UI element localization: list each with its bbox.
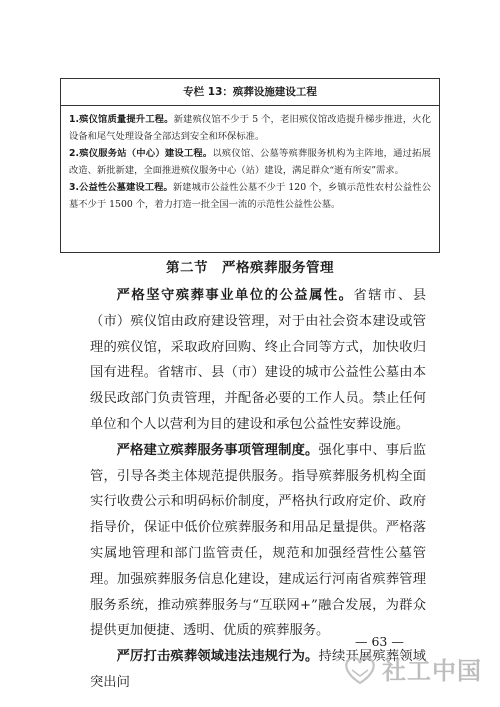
page-number: — 63 —	[355, 634, 404, 649]
item-text: 新建城市公益性公墓不少于 120 个，乡镇示范性农村公益性公墓不少于 1500 个，着力打造一批全国一流的示范性公益性公墓。	[69, 182, 431, 210]
item-text: 以殡仪馆、公墓等殡葬服务机构为主阵地，通过拓展改造、新批新建，全面推进殡仪服务中心（站）建设，满足群众“逝有所安”需求。	[69, 148, 431, 176]
heart-hands-icon	[346, 658, 373, 683]
special-column-title: 专栏 13：殡葬设施建设工程	[61, 79, 439, 106]
item-heading: 2.殡仪服务站（中心）建设工程。	[69, 148, 213, 159]
section-title-text: 严格殡葬服务管理	[222, 260, 334, 276]
special-column-body	[61, 106, 439, 213]
paragraph-heading: 严格坚守殡葬事业单位的公益属性。	[116, 288, 354, 303]
special-column-item	[69, 145, 431, 179]
paragraph-heading: 严格建立殡葬服务事项管理制度。	[116, 442, 319, 458]
special-column-item	[69, 111, 431, 145]
paragraph-text: 强化事中、事后监管，引导各类主体规范提供服务。指导殡葬服务机构全面实行收费公示和明码标价制度，严格执行政府定价、政府指导价，保证中低价位殡葬服务和用品足量提供。严格落实属地管理和部门监管责任，规范和加强经营性公墓管理。加强殡葬服务信息化建设，建成运行河南省殡葬管理服务系统，推动殡葬服务与“互联网+”融合发展，为群众提供更加便捷、透明、优质的殡葬服务。	[90, 442, 427, 639]
paragraph-text: 持续开展殡葬领域突出问	[90, 649, 427, 690]
watermark-logo	[340, 650, 490, 690]
special-column-box	[60, 78, 440, 253]
paragraph-heading: 严厉打击殡葬领域违法违规行为。	[116, 649, 319, 665]
item-heading: 1.殡仪馆质量提升工程。	[69, 114, 174, 125]
body-paragraph	[90, 438, 426, 644]
body-paragraph	[90, 283, 426, 438]
item-heading: 3.公益性公墓建设工程。	[69, 182, 173, 193]
section-heading	[0, 258, 500, 278]
special-column-item	[69, 179, 431, 213]
paragraph-text: 省辖市、县（市）殡仪馆由政府建设管理，对于由社会资本建设或管理的殡仪馆，采取政府回购、终止合同等方式，加快收归国有进程。省辖市、县（市）建设的城市公益性公墓由本级民政部门负责管理，并配备必要的工作人员。禁止任何单位和个人以营利为目的建设和承包公益性安葬设施。	[90, 288, 427, 432]
section-number: 第二节	[166, 260, 208, 276]
watermark-text: 社工中国	[382, 657, 482, 685]
item-text: 新建殡仪馆不少于 5 个，老旧殡仪馆改造提升梯步推进，火化设备和尾气处理设备全部达到安全和环保标准。	[69, 114, 431, 142]
